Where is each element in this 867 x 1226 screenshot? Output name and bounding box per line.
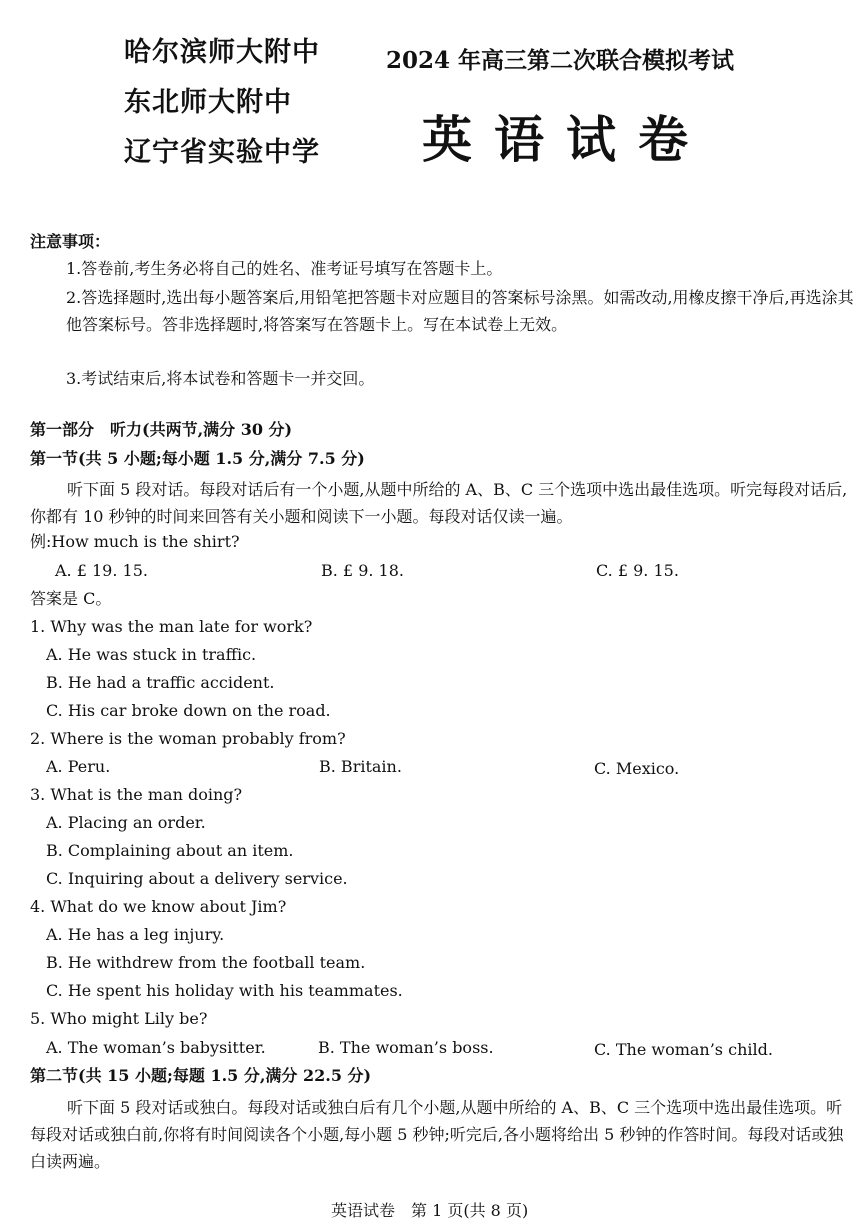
question-4-stem: 4. What do we know about Jim? xyxy=(30,897,287,916)
example-option-c: C. £ 9. 15. xyxy=(596,561,679,580)
school-name-3: 辽宁省实验中学 xyxy=(124,137,320,168)
notice-item-2: 2.答选择题时,选出每小题答案后,用铅笔把答题卡对应题目的答案标号涂黑。如需改动,用橡皮擦干净后,再选涂其他答案标号。答非选择题时,将答案写在答题卡上。写在本试卷上无效。 xyxy=(66,288,854,334)
question-4-option-c: C. He spent his holiday with his teammates. xyxy=(46,981,403,1000)
question-3-option-b: B. Complaining about an item. xyxy=(46,841,294,860)
question-5-option-b: B. The woman’s boss. xyxy=(318,1038,494,1057)
question-3-stem: 3. What is the man doing? xyxy=(30,785,243,804)
question-1-stem: 1. Why was the man late for work? xyxy=(30,617,313,636)
section2-title: 第二节(共 15 小题;每题 1.5 分,满分 22.5 分) xyxy=(30,1066,372,1085)
question-3-option-c: C. Inquiring about a delivery service. xyxy=(46,869,348,888)
question-2-option-c: C. Mexico. xyxy=(594,759,680,778)
question-4-option-b: B. He withdrew from the football team. xyxy=(46,953,366,972)
question-2-option-b: B. Britain. xyxy=(319,757,402,776)
section1-title: 第一节(共 5 小题;每小题 1.5 分,满分 7.5 分) xyxy=(30,449,365,468)
question-5-option-c: C. The woman’s child. xyxy=(594,1040,773,1059)
question-1-option-a: A. He was stuck in traffic. xyxy=(46,645,257,664)
school-name-2: 东北师大附中 xyxy=(124,87,292,118)
page-footer: 英语试卷 第 1 页(共 8 页) xyxy=(331,1201,529,1220)
section2-instructions: 听下面 5 段对话或独白。每段对话或独白后有几个小题,从题中所给的 A、B、C 三个选项中选出最佳选项。听每段对话或独白前,你将有时间阅读各个小题,每小题 5 秒钟;听完后,各小题将给出 5 秒钟的作答时间。每段对话或独白读两遍。 xyxy=(30,1098,844,1171)
subject-title: 英语试卷 xyxy=(422,111,710,169)
question-1-option-c: C. His car broke down on the road. xyxy=(46,701,331,720)
example-option-b: B. £ 9. 18. xyxy=(321,561,404,580)
question-2-option-a: A. Peru. xyxy=(46,757,111,776)
question-5-option-a: A. The woman’s babysitter. xyxy=(46,1038,266,1057)
question-3-option-a: A. Placing an order. xyxy=(46,813,206,832)
notice-heading: 注意事项： xyxy=(30,232,111,251)
example-question: 例:How much is the shirt? xyxy=(30,532,240,551)
example-option-a: A. £ 19. 15. xyxy=(55,561,148,580)
question-2-stem: 2. Where is the woman probably from? xyxy=(30,729,346,748)
exam-name: 2024 年高三第二次联合模拟考试 xyxy=(386,47,735,74)
example-answer: 答案是 C。 xyxy=(30,589,112,608)
part1-title: 第一部分 听力(共两节,满分 30 分) xyxy=(30,420,293,439)
notice-item-1: 1.答卷前,考生务必将自己的姓名、准考证号填写在答题卡上。 xyxy=(66,259,503,278)
section1-instructions: 听下面 5 段对话。每段对话后有一个小题,从题中所给的 A、B、C 三个选项中选出最佳选项。听完每段对话后,你都有 10 秒钟的时间来回答有关小题和阅读下一小题。每段对话仅读一遍。 xyxy=(30,480,848,526)
question-5-stem: 5. Who might Lily be? xyxy=(30,1009,208,1028)
question-1-option-b: B. He had a traffic accident. xyxy=(46,673,275,692)
notice-item-3: 3.考试结束后,将本试卷和答题卡一并交回。 xyxy=(66,369,375,388)
question-4-option-a: A. He has a leg injury. xyxy=(46,925,225,944)
school-name-1: 哈尔滨师大附中 xyxy=(124,37,320,68)
